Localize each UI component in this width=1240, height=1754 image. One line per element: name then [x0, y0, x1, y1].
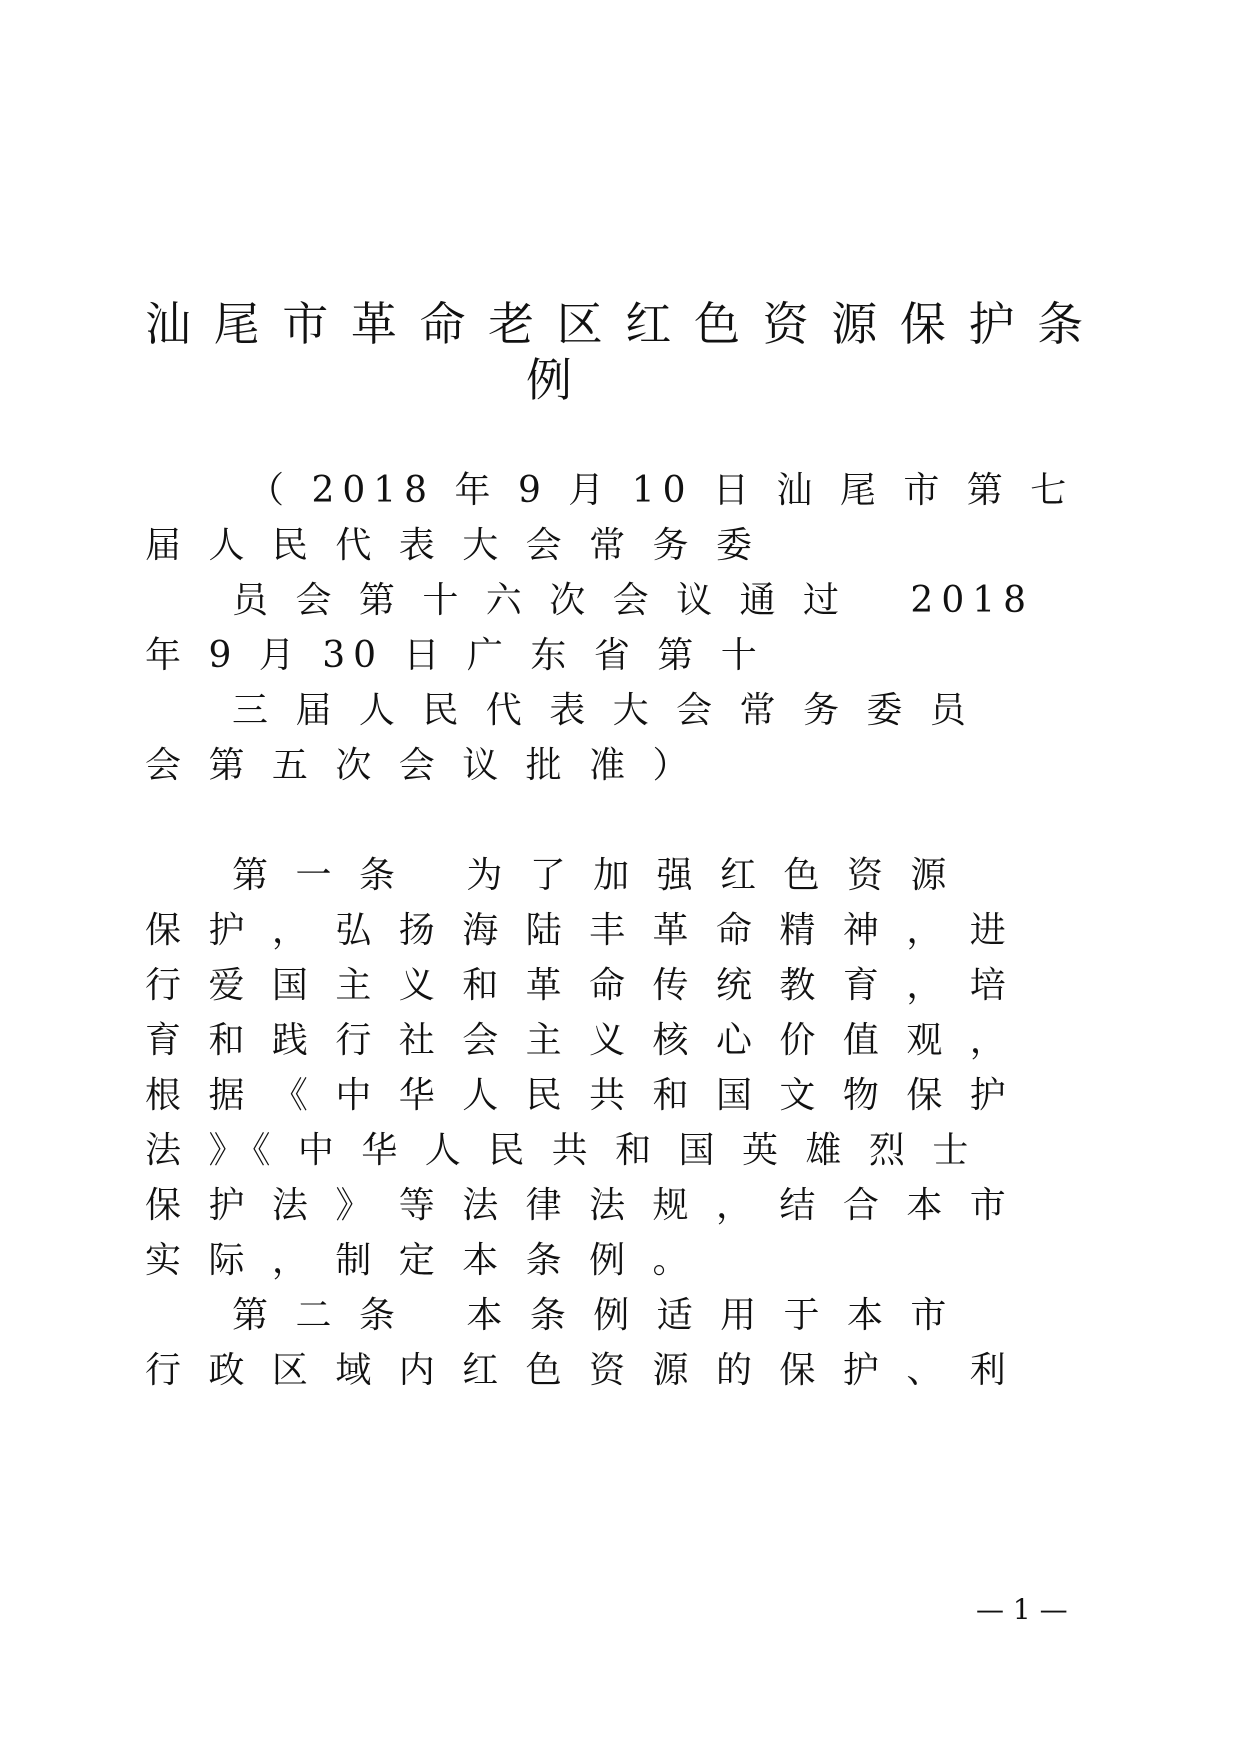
article-1-line-6: 法 》《 中 华 人 民 共 和 国 英 雄 烈 士 — [145, 1130, 977, 1171]
preamble-line-6: 会 第 五 次 会 议 批 准 ） — [145, 745, 697, 786]
preamble-line-1: （ 2018 年 9 月 10 日 汕 尾 市 第 七 — [248, 470, 1075, 511]
article-1-line-8: 实 际 ， 制 定 本 条 例 。 — [145, 1240, 697, 1281]
article-1-line-2: 保 护 ， 弘 扬 海 陆 丰 革 命 精 神 ， 进 — [145, 910, 1014, 951]
article-1-line-3: 行 爱 国 主 义 和 革 命 传 统 教 育 ， 培 — [145, 965, 1014, 1006]
preamble-line-3: 员 会 第 十 六 次 会 议 通 过 2018 — [232, 580, 1035, 621]
article-1-line-4: 育 和 践 行 社 会 主 义 核 心 价 值 观 ， — [145, 1020, 1014, 1061]
preamble-line-4: 年 9 月 30 日 广 东 省 第 十 — [145, 635, 765, 676]
page-number: — 1 — — [976, 1593, 1068, 1626]
title-line-2: 例 — [526, 353, 572, 407]
title-line-1: 汕 尾 市 革 命 老 区 红 色 资 源 保 护 条 — [145, 297, 1088, 351]
article-2-line-1: 第 二 条 本 条 例 适 用 于 本 市 — [232, 1295, 955, 1336]
article-1-line-1: 第 一 条 为 了 加 强 红 色 资 源 — [232, 855, 955, 896]
article-2-line-2: 行 政 区 域 内 红 色 资 源 的 保 护 、 利 — [145, 1350, 1014, 1391]
article-1-line-5: 根 据 《 中 华 人 民 共 和 国 文 物 保 护 — [145, 1075, 1014, 1116]
preamble-line-5: 三 届 人 民 代 表 大 会 常 务 委 员 — [232, 690, 974, 731]
preamble-line-2: 届 人 民 代 表 大 会 常 务 委 — [145, 525, 760, 566]
article-1-line-7: 保 护 法 》 等 法 律 法 规 ， 结 合 本 市 — [145, 1185, 1014, 1226]
